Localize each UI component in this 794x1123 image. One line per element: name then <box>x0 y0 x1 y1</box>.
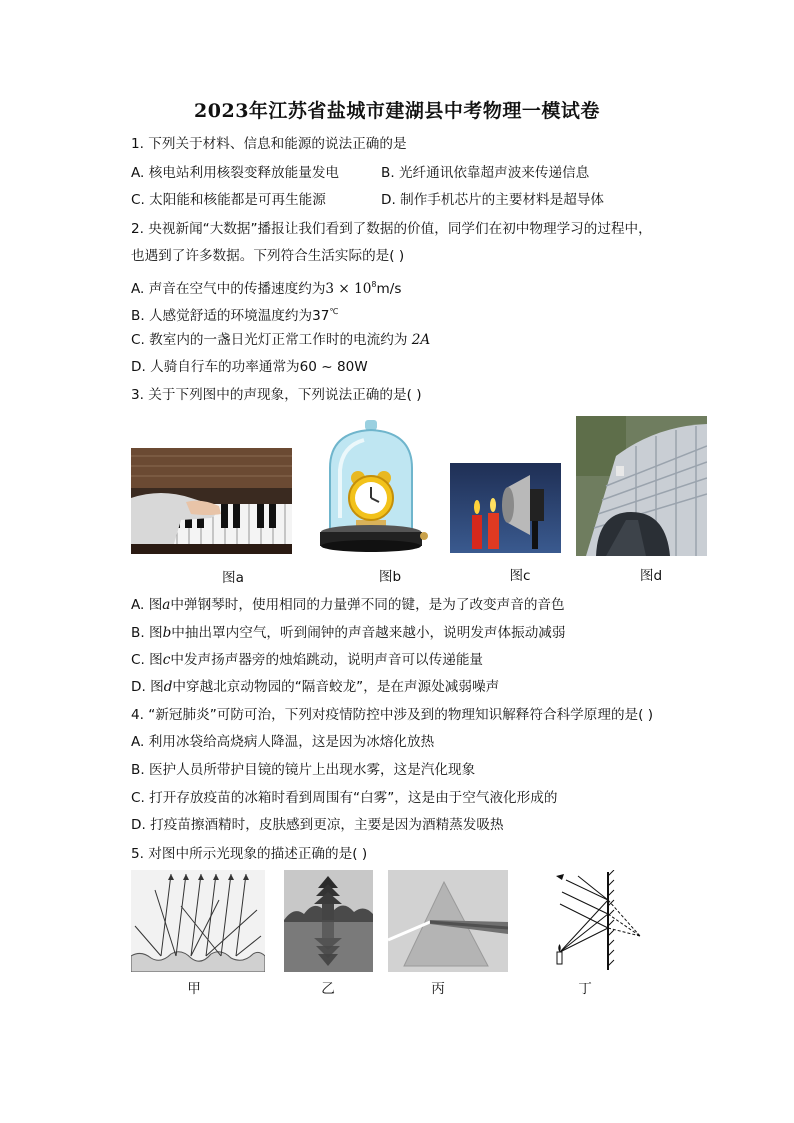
q3-option-c-var: c <box>162 652 171 668</box>
q3-option-a-prefix: A. 图 <box>131 597 163 613</box>
q4-option-b: B. 医护人员所带护目镜的镜片上出现水雾，这是汽化现象 <box>131 762 476 778</box>
q3-option-d-prefix: D. 图 <box>131 679 164 695</box>
q3-option-b-prefix: B. 图 <box>131 625 163 641</box>
q4-option-d: D. 打疫苗擦酒精时，皮肤感到更凉，主要是因为酒精蒸发吸热 <box>131 817 504 833</box>
q1-option-d: D. 制作手机芯片的主要材料是超导体 <box>381 192 605 208</box>
figure-d-caption: 图d <box>639 568 663 584</box>
page-title: 2023年江苏省盐城市建湖县中考物理一模试卷 <box>194 100 600 122</box>
figure-c-caption: 图c <box>509 568 531 584</box>
figure-bing-prism <box>388 870 508 972</box>
q2-stem-line2: 也遇到了许多数据。下列符合生活实际的是( ) <box>131 248 405 264</box>
figure-jia-diffuse-reflection <box>131 870 265 972</box>
figure-ding-caption: 丁 <box>578 981 592 997</box>
q3-option-b-text: 中抽出罩内空气，听到闹钟的声音越来越小，说明发声体振动减弱 <box>171 625 566 641</box>
figure-ding-plane-mirror <box>552 870 642 972</box>
q2-option-c-text: C. 教室内的一盏日光灯正常工作时的电流约为 <box>131 332 412 348</box>
q2-option-b-value: 37 <box>312 308 330 324</box>
q2-option-d-text: D. 人骑自行车的功率通常为 <box>131 359 300 375</box>
q3-option-d <box>131 678 499 696</box>
q4-stem: 4. “新冠肺炎”可防可治，下列对疫情防控中涉及到的物理知识解释符合科学原理的是( ) <box>131 707 654 723</box>
q3-option-c-prefix: C. 图 <box>131 652 163 668</box>
q2-option-a-exponent: 8 <box>371 280 377 289</box>
figure-yi-caption: 乙 <box>321 981 335 997</box>
q2-option-b-unit: ℃ <box>329 307 339 316</box>
figure-b-bell-jar <box>316 418 430 556</box>
q3-stem: 3. 关于下列图中的声现象，下列说法正确的是( ) <box>131 387 422 403</box>
q4-option-a: A. 利用冰袋给高烧病人降温，这是因为冰熔化放热 <box>131 734 435 750</box>
q2-option-d-value: 60 ~ 80W <box>299 359 368 375</box>
q1-option-c: C. 太阳能和核能都是可再生能源 <box>131 192 326 208</box>
q3-option-b-var: b <box>162 625 172 641</box>
q3-option-a-text: 中弹钢琴时，使用相同的力量弹不同的键，是为了改变声音的音色 <box>170 597 565 613</box>
q3-option-d-text: 中穿越北京动物园的“隔音蛟龙”，是在声源处减弱噪声 <box>172 679 500 695</box>
q2-option-d <box>131 358 368 376</box>
figure-yi-pagoda-reflection <box>284 870 373 972</box>
q2-option-a-unit: m/s <box>376 281 402 297</box>
q3-option-a <box>131 596 565 614</box>
q1-option-b: B. 光纤通讯依靠超声波来传递信息 <box>381 165 590 181</box>
q3-option-b <box>131 624 565 642</box>
q3-option-c <box>131 651 483 669</box>
figure-d-noise-barrier <box>576 416 707 556</box>
q1-stem: 1. 下列关于材料、信息和能源的说法正确的是 <box>131 136 407 152</box>
q1-option-a: A. 核电站利用核裂变释放能量发电 <box>131 165 340 181</box>
q5-stem: 5. 对图中所示光现象的描述正确的是( ) <box>131 846 368 862</box>
figure-c-speaker-candles <box>450 463 561 553</box>
q2-option-c-value: 2A <box>411 332 431 348</box>
q2-option-c <box>131 331 430 349</box>
q2-stem-line1: 2. 央视新闻“大数据”播报让我们看到了数据的价值，同学们在初中物理学习的过程中， <box>131 221 652 237</box>
q3-option-d-var: d <box>163 679 173 695</box>
figure-a-piano <box>131 448 292 554</box>
q2-option-a-value: 3 × 10 <box>325 281 372 297</box>
figure-bing-caption: 丙 <box>431 981 445 997</box>
q3-option-c-text: 中发声扬声器旁的烛焰跳动，说明声音可以传递能量 <box>170 652 484 668</box>
figure-b-caption: 图b <box>378 569 402 585</box>
q2-option-b-text: B. 人感觉舒适的环境温度约为 <box>131 308 313 324</box>
figure-jia-caption: 甲 <box>187 981 201 997</box>
q4-option-c: C. 打开存放疫苗的冰箱时看到周围有“白雾”，这是由于空气液化形成的 <box>131 790 558 806</box>
q2-option-a-text: A. 声音在空气中的传播速度约为 <box>131 281 326 297</box>
q2-option-b <box>131 303 338 325</box>
figure-a-caption: 图a <box>222 570 244 586</box>
q3-option-a-var: a <box>162 597 171 613</box>
q2-option-a <box>131 276 401 298</box>
